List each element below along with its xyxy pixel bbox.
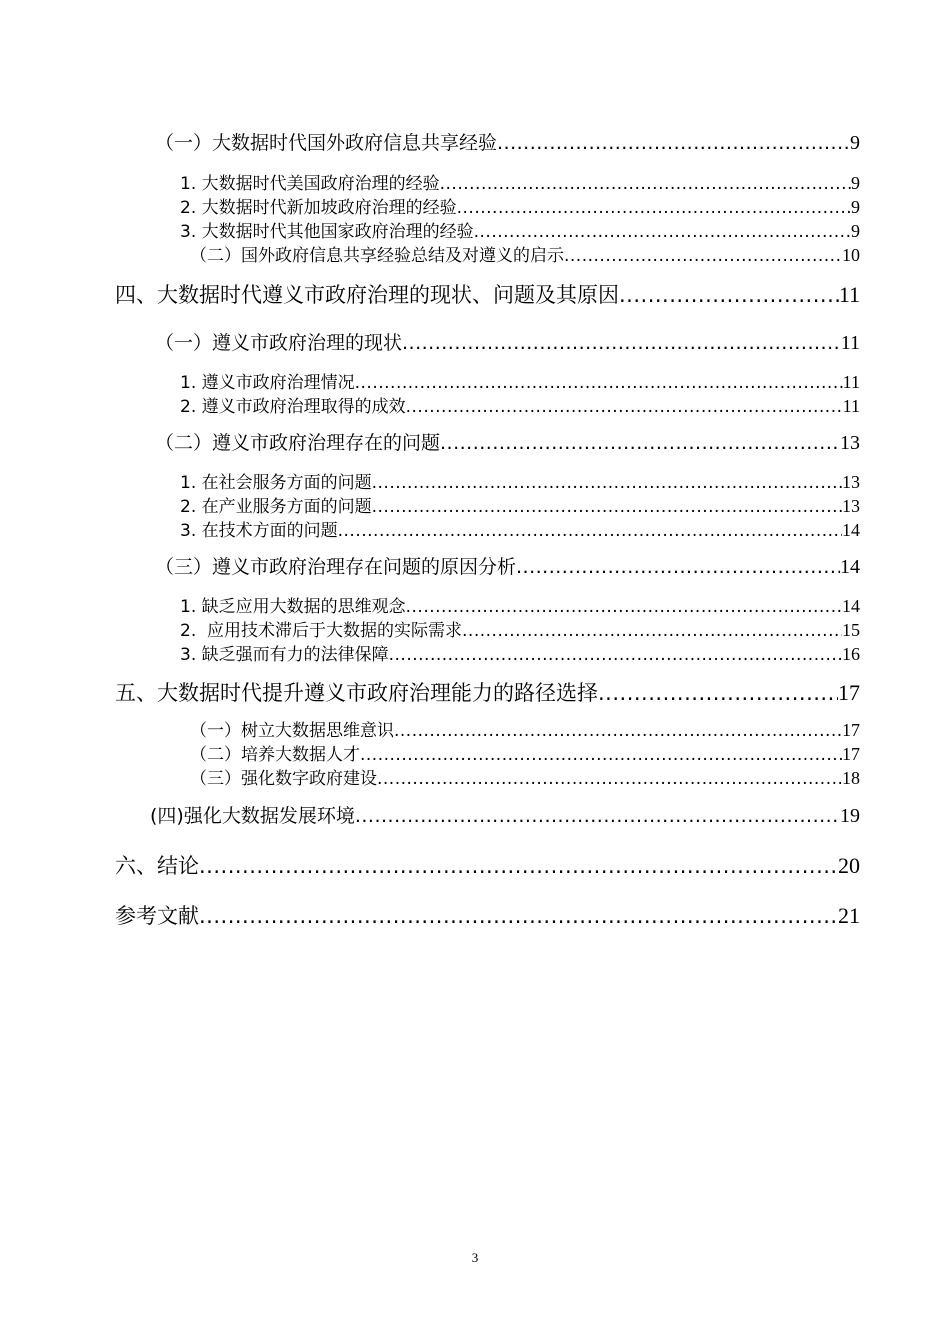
toc-entry[interactable]: [155, 332, 860, 355]
toc-entry-title: 3. 在技术方面的问题: [180, 521, 338, 541]
toc-leader-dots: [564, 247, 842, 267]
toc-entry-page: 20: [838, 853, 860, 878]
toc-entry-title: （二）培养大数据人才: [190, 745, 360, 765]
toc-entry-page: 16: [842, 644, 860, 664]
toc-entry-page: 17: [842, 720, 860, 740]
toc-leader-dots: [389, 646, 842, 666]
toc-entry[interactable]: [180, 596, 860, 618]
toc-entry[interactable]: [115, 282, 860, 307]
toc-entry-page: 21: [838, 903, 860, 928]
toc-entry[interactable]: [155, 432, 860, 455]
toc-leader-dots: [394, 722, 842, 742]
toc-entry[interactable]: [180, 644, 860, 666]
toc-entry[interactable]: [180, 472, 860, 494]
toc-entry-title: （二）国外政府信息共享经验总结及对遵义的启示: [190, 246, 564, 266]
toc-entry-title: （三）遵义市政府治理存在问题的原因分析: [155, 556, 517, 578]
toc-entry[interactable]: [115, 853, 860, 878]
toc-leader-dots: [598, 681, 838, 705]
toc-leader-dots: [462, 622, 842, 642]
toc-leader-dots: [619, 283, 839, 307]
toc-entry-page: 13: [840, 432, 860, 454]
toc-leader-dots: [372, 474, 842, 494]
toc-leader-dots: [372, 498, 842, 518]
toc-leader-dots: [474, 223, 851, 243]
toc-entry-page: 19: [840, 805, 860, 827]
toc-entry[interactable]: [190, 720, 860, 742]
toc-entry-title: （一）遵义市政府治理的现状: [155, 332, 403, 354]
toc-entry-page: 14: [842, 596, 860, 616]
toc-entry-page: 15: [842, 620, 860, 640]
toc-leader-dots: [402, 333, 841, 355]
toc-entry[interactable]: [115, 903, 860, 928]
toc-entry-title: 2. 应用技术滞后于大数据的实际需求: [180, 621, 463, 641]
toc-entry-page: 17: [838, 680, 860, 705]
toc-leader-dots: [199, 904, 838, 928]
toc-entry-title: 参考文献: [115, 904, 199, 928]
toc-leader-dots: [440, 433, 840, 455]
toc-entry-title: （二）遵义市政府治理存在的问题: [155, 432, 441, 454]
toc-entry[interactable]: [180, 520, 860, 542]
toc-entry-title: （一）树立大数据思维意识: [190, 721, 394, 741]
toc-leader-dots: [377, 770, 842, 790]
toc-entry[interactable]: [180, 396, 860, 418]
toc-entry[interactable]: [115, 680, 860, 705]
toc-entry-title: 1. 大数据时代美国政府治理的经验: [180, 174, 440, 194]
toc-entry-page: 11: [840, 332, 860, 354]
toc-entry[interactable]: [180, 372, 860, 394]
toc-entry-title: 2. 在产业服务方面的问题: [180, 497, 372, 517]
toc-leader-dots: [355, 806, 840, 828]
toc-leader-dots: [497, 133, 850, 155]
toc-entry[interactable]: [190, 768, 860, 790]
toc-entry-page: 11: [838, 282, 860, 307]
toc-entry-title: 2. 遵义市政府治理取得的成效: [180, 397, 406, 417]
toc-leader-dots: [406, 598, 842, 618]
toc-entry-page: 14: [842, 520, 860, 540]
toc-leader-dots: [440, 175, 851, 195]
toc-entry[interactable]: [180, 620, 860, 642]
toc-entry-title: 3. 缺乏强而有力的法律保障: [180, 645, 389, 665]
toc-entry-title: （一）大数据时代国外政府信息共享经验: [155, 132, 498, 154]
toc-leader-dots: [406, 398, 843, 418]
page-number: 3: [471, 1250, 479, 1265]
toc-entry[interactable]: [155, 132, 860, 155]
toc-entry-title: 1. 在社会服务方面的问题: [180, 473, 372, 493]
toc-entry-page: 11: [842, 396, 860, 416]
toc-entry-page: 9: [850, 132, 860, 154]
toc-entry[interactable]: [180, 197, 860, 219]
toc-entry-page: 17: [842, 744, 860, 764]
toc-entry[interactable]: [155, 556, 860, 579]
toc-entry-page: 11: [842, 372, 860, 392]
toc-leader-dots: [457, 199, 851, 219]
toc-entry[interactable]: [190, 245, 860, 267]
toc-entry-title: 2. 大数据时代新加坡政府治理的经验: [180, 198, 457, 218]
toc-entry-page: 9: [851, 173, 860, 193]
toc-entry-title: 四、大数据时代遵义市政府治理的现状、问题及其原因: [115, 283, 619, 307]
toc-entry[interactable]: [180, 221, 860, 243]
toc-entry-title: 1. 缺乏应用大数据的思维观念: [180, 597, 406, 617]
toc-entry[interactable]: [180, 496, 860, 518]
toc-entry-title: 六、结论: [115, 854, 199, 878]
toc-entry-page: 14: [840, 556, 860, 578]
toc-entry-page: 9: [851, 197, 860, 217]
toc-leader-dots: [199, 854, 838, 878]
toc-entry-page: 13: [842, 472, 860, 492]
toc-entry-title: 五、大数据时代提升遵义市政府治理能力的路径选择: [115, 681, 598, 705]
toc-entry-page: 13: [842, 496, 860, 516]
toc-entry-title: (四)强化大数据发展环境: [150, 805, 355, 827]
toc-entry[interactable]: [180, 173, 860, 195]
toc-entry[interactable]: [150, 805, 860, 828]
toc-entry-title: （三）强化数字政府建设: [190, 769, 377, 789]
toc-entry[interactable]: [190, 744, 860, 766]
toc-entry-page: 10: [842, 245, 860, 265]
toc-leader-dots: [360, 746, 842, 766]
toc-entry-title: 3. 大数据时代其他国家政府治理的经验: [180, 222, 474, 242]
toc-leader-dots: [355, 374, 843, 394]
toc-entry-title: 1. 遵义市政府治理情况: [180, 373, 355, 393]
toc-entry-page: 9: [851, 221, 860, 241]
toc-leader-dots: [338, 522, 842, 542]
toc-leader-dots: [516, 557, 840, 579]
toc-entry-page: 18: [842, 768, 860, 788]
